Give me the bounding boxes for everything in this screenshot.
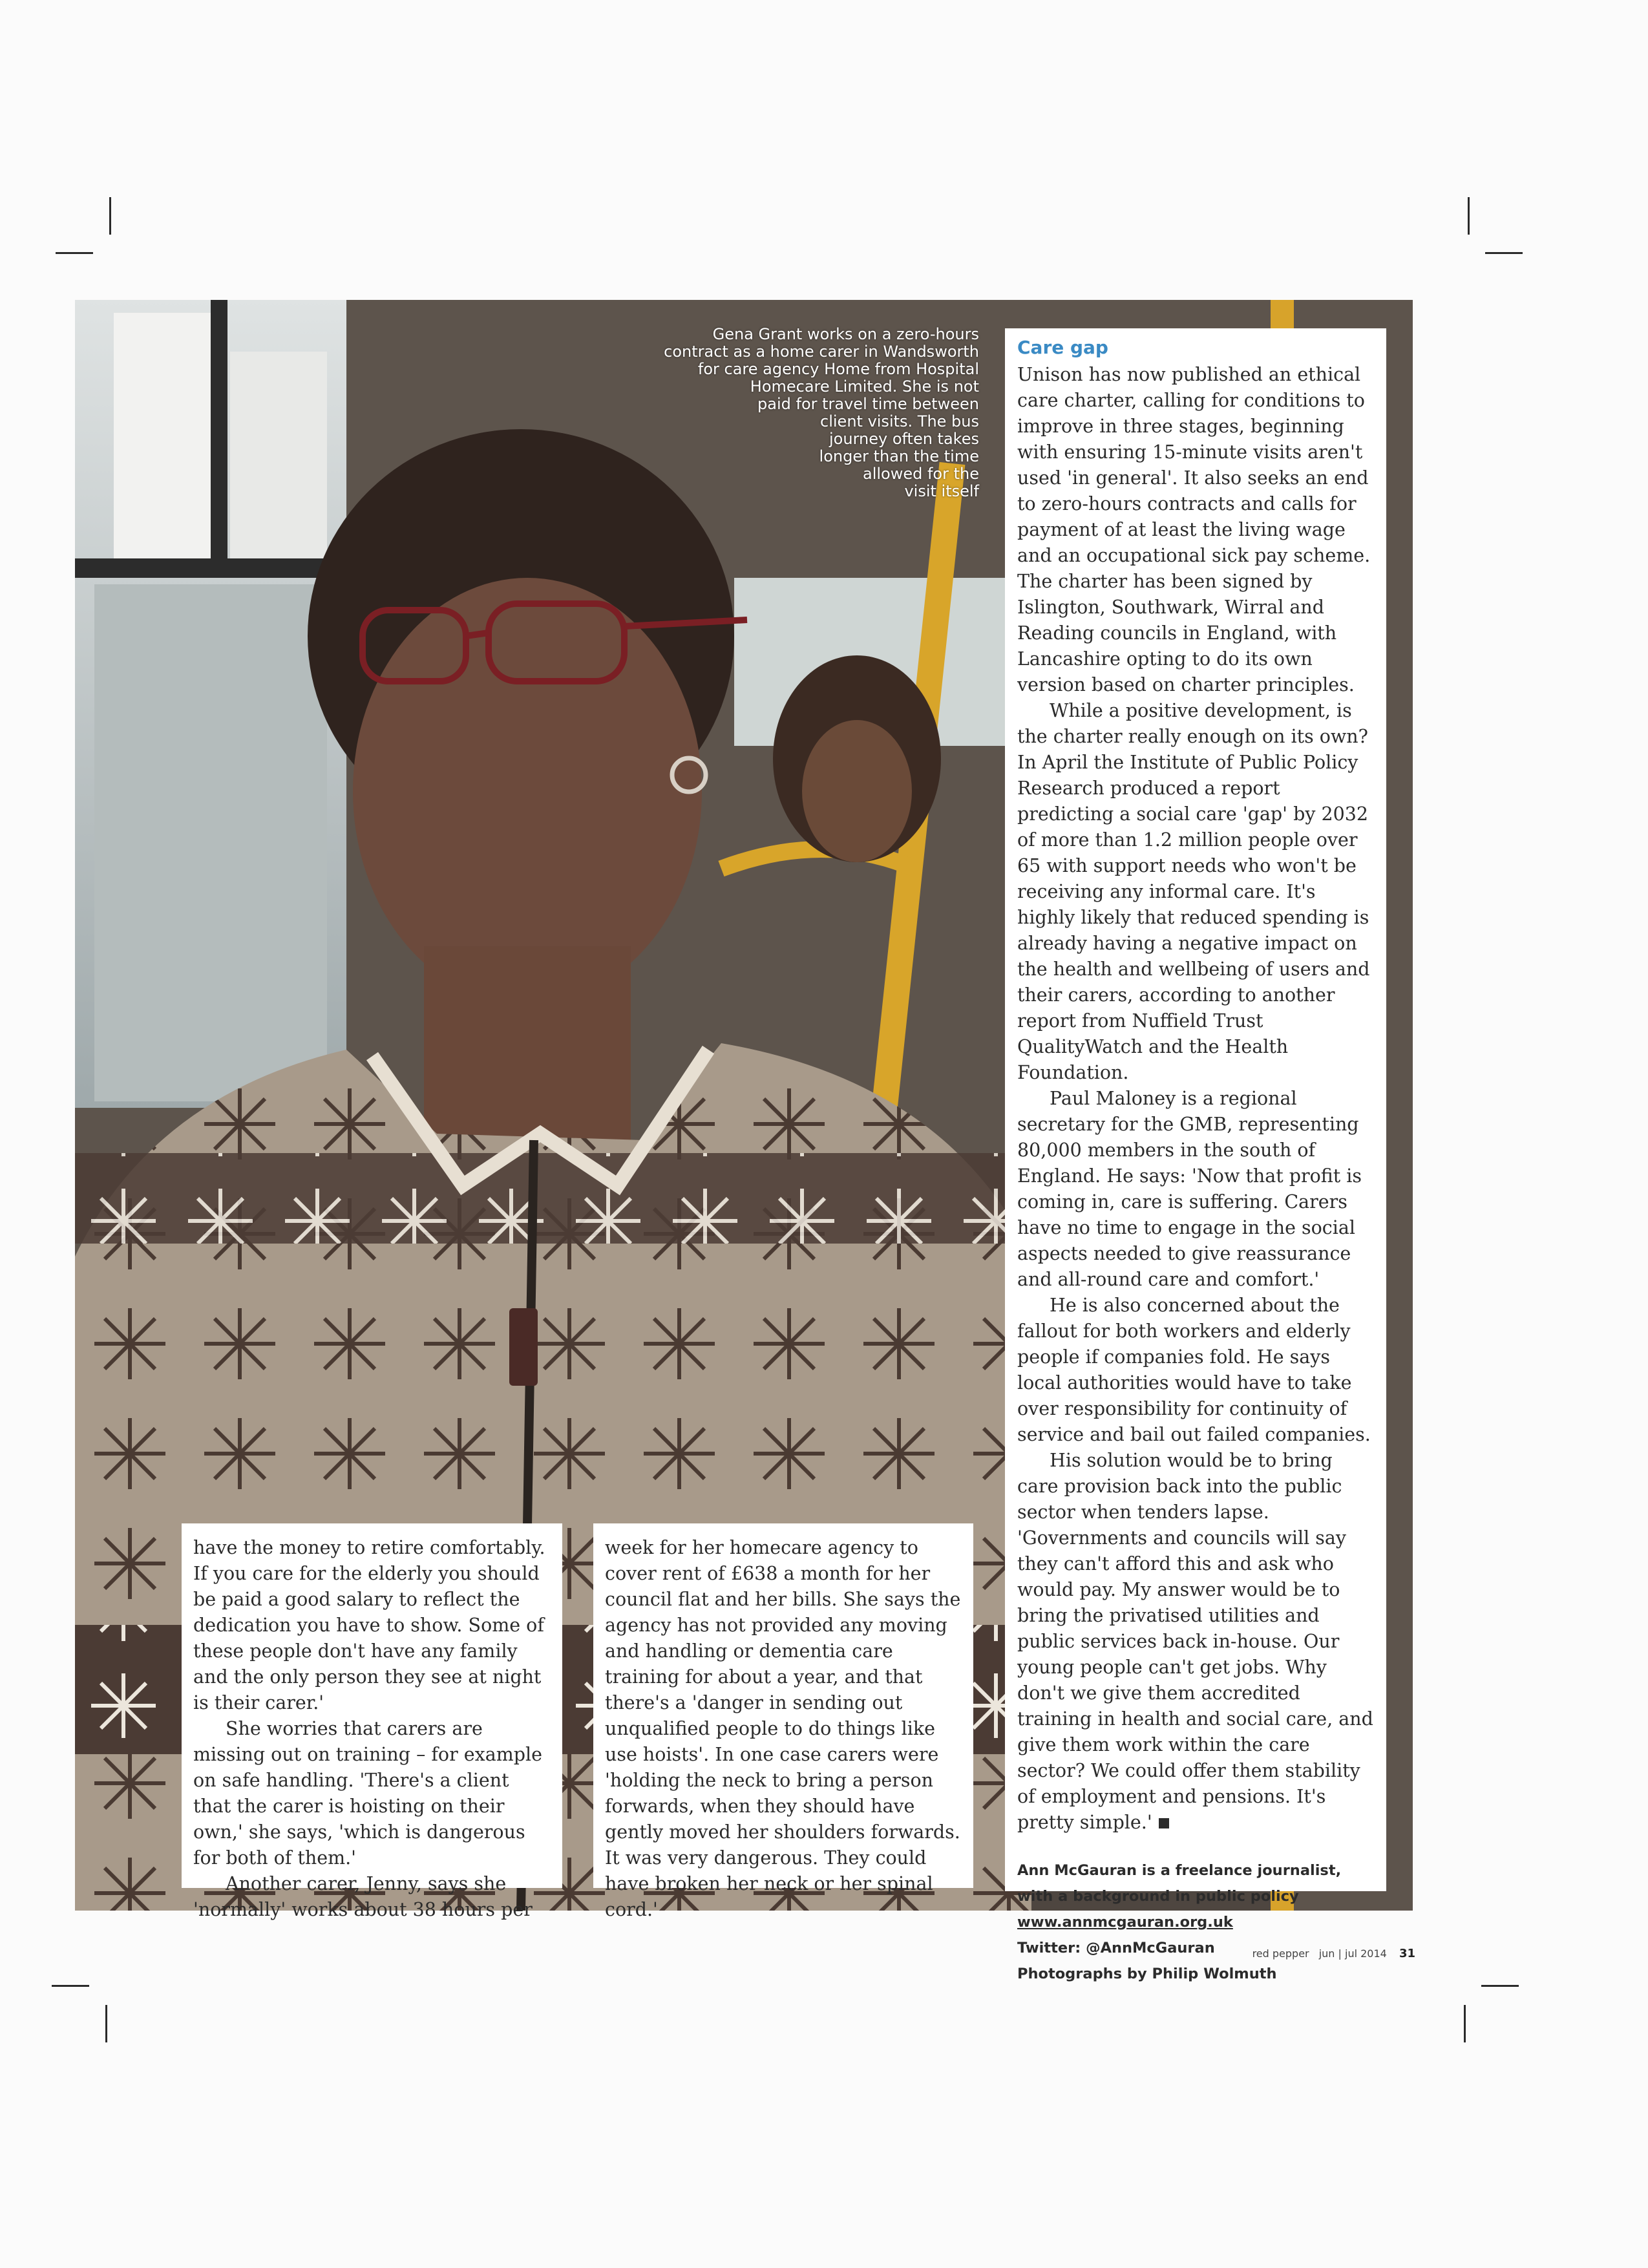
caption-line: allowed for the [863, 465, 979, 483]
article-column-middle [593, 1523, 973, 1920]
body-paragraph: Another carer, Jenny, says she 'normally' works about 38 hours per [193, 1873, 533, 1920]
caption-line: Gena Grant works on a zero-hours [712, 325, 979, 343]
crop-mark [1464, 2005, 1466, 2042]
caption-line: client visits. The bus [820, 412, 979, 430]
crop-mark [1481, 1985, 1519, 1987]
body-paragraph: He is also concerned about the fallout for both workers and elderly people if companies fold. He says local authorities would have to take over responsibility for continuity of service and bail out failed companies. [1017, 1295, 1371, 1445]
author-twitter: Twitter: @AnnMcGauran [1017, 1940, 1215, 1956]
body-paragraph: While a positive development, is the charter really enough on its own? In April the Institute of Public Policy Research produced a report predicting a social care 'gap' by 2032 of more than 1.2 million people over 65 with support needs who won't be receiving any informal care. It's highly likely that reduced spending is already having a negative impact on the health and wellbeing of users and their carers, according to another report from Nuffield Trust QualityWatch and the Health Foundation. [1017, 700, 1370, 1083]
section-heading: Care gap [1017, 337, 1108, 358]
photo-caption [620, 326, 979, 500]
bio-line: Ann McGauran is a freelance journalist, [1017, 1862, 1342, 1879]
page-number: 31 [1399, 1947, 1415, 1960]
article-column-left [182, 1523, 562, 1920]
body-paragraph-text: His solution would be to bring care provision back into the public sector when tenders lapse. 'Governments and councils will say they can't afford this and ask who would pay. My answer would be to bring the privatised utilities and public services back in-house. Our young people can't get jobs. Why don't we give them accredited training in health and social care, and give them work within the care sector? We could offer them stability of employment and pensions. It's pretty simple.' [1017, 1450, 1373, 1833]
caption-line: visit itself [904, 482, 979, 500]
caption-line: longer than the time [819, 447, 979, 465]
crop-mark [56, 252, 93, 254]
crop-mark [1485, 252, 1523, 254]
author-bio [1017, 1858, 1375, 1987]
body-paragraph: She worries that carers are missing out on training – for example on safe handling. 'There's a client that the carer is hoisting on their own,' she says, 'which is dangerous for both of them.' [193, 1718, 542, 1869]
page-footer [1252, 1947, 1415, 1960]
caption-line: contract as a home carer in Wandsworth [664, 343, 979, 361]
caption-line: for care agency Home from Hospital [697, 360, 979, 378]
issue-date: jun | jul 2014 [1318, 1947, 1387, 1960]
body-paragraph [1017, 1448, 1375, 1836]
body-paragraph: Unison has now published an ethical care charter, calling for conditions to improve in three stages, beginning with ensuring 15-minute visits aren't used 'in general'. It also seeks an end to zero-hours contracts and calls for payment of at least the living wage and an occupational sick pay scheme. The charter has been signed by Islington, Southwark, Wirral and Reading councils in England, with Lancashire opting to do its own version based on charter principles. [1017, 364, 1371, 695]
photo-credit: Photographs by Philip Wolmuth [1017, 1966, 1277, 1982]
caption-line: paid for travel time between [757, 395, 979, 413]
crop-mark [105, 2005, 107, 2042]
crop-mark [1468, 197, 1470, 235]
author-website-link[interactable]: www.annmcgauran.org.uk [1017, 1914, 1233, 1931]
crop-mark [52, 1985, 89, 1987]
crop-mark [109, 197, 111, 235]
bio-line: with a background in public policy [1017, 1888, 1299, 1905]
caption-line: Homecare Limited. She is not [750, 377, 979, 396]
body-paragraph: week for her homecare agency to cover rent of £638 a month for her council flat and her bills. She says the agency has not provided any moving and handling or dementia care training for about a year, and that there's a 'danger in sending out unqualified people to do things like use hoists'. In one case carers were 'holding the neck to bring a person forwards, when they should have gently moved her shoulders forwards. It was very dangerous. They could have broken her neck or her spinal cord.' [605, 1537, 961, 1920]
publication-name: red pepper [1252, 1947, 1309, 1960]
body-paragraph: Paul Maloney is a regional secretary for the GMB, representing 80,000 members in the south of England. He says: 'Now that profit is coming in, care is suffering. Carers have no time to engage in the social aspects needed to give reassurance and all-round care and comfort.' [1017, 1088, 1362, 1290]
end-of-article-mark-icon [1159, 1818, 1169, 1828]
caption-line: journey often takes [829, 430, 979, 448]
body-paragraph: have the money to retire comfortably. If you care for the elderly you should be paid a good salary to reflect the dedication you have to show. Some of these people don't have any family and the only person they see at night is their carer.' [193, 1537, 545, 1713]
